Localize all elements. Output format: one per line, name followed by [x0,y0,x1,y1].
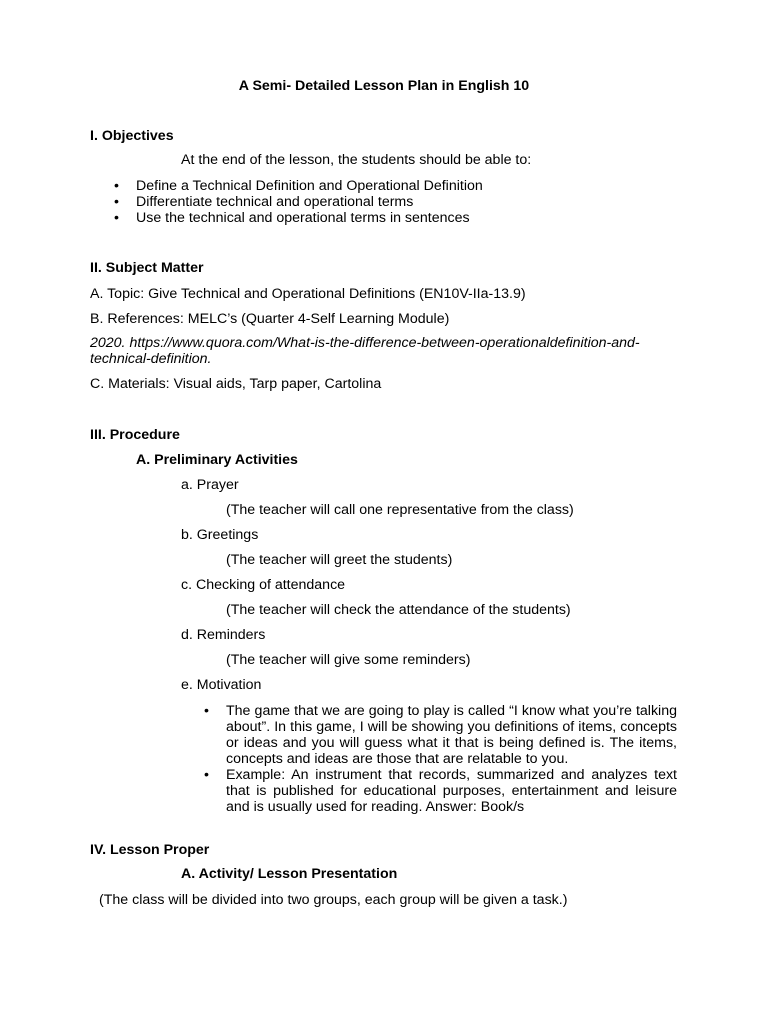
lesson-proper-heading: IV. Lesson Proper [90,842,210,858]
list-item [114,194,483,210]
activity-note: (The class will be divided into two groups, each group will be given a task.) [99,892,568,908]
motivation-list [204,703,677,815]
bullet-icon: • [204,703,209,719]
greetings-label: b. Greetings [181,527,259,543]
objective-text: Differentiate technical and operational terms [136,194,414,210]
attendance-note: (The teacher will check the attendance of the students) [226,602,571,618]
bullet-icon: • [114,210,119,226]
prayer-note: (The teacher will call one representative from the class) [226,502,574,518]
motivation-text: The game that we are going to play is called “I know what you’re talking about”. In this game, I will be showing you definitions of items, concepts or ideas and you will guess what it that is being defined is. The items, concepts and ideas are those that are relatable to you. [226,703,677,767]
bullet-icon: • [114,178,119,194]
attendance-label: c. Checking of attendance [181,577,346,593]
references-line: B. References: MELC’s (Quarter 4-Self Learning Module) [90,311,450,327]
objectives-intro: At the end of the lesson, the students should be able to: [181,152,532,168]
greetings-note: (The teacher will greet the students) [226,552,453,568]
subject-matter-heading: II. Subject Matter [90,260,204,276]
bullet-icon: • [204,767,209,783]
document-title: A Semi- Detailed Lesson Plan in English 10 [238,78,530,94]
topic-line: A. Topic: Give Technical and Operational Definitions (EN10V-IIa-13.9) [90,286,526,302]
list-item [114,178,483,194]
motivation-label: e. Motivation [181,677,262,693]
objective-text: Use the technical and operational terms in sentences [136,210,470,226]
list-item [114,210,483,226]
reminders-label: d. Reminders [181,627,266,643]
objective-text: Define a Technical Definition and Operational Definition [136,178,483,194]
list-item [204,767,677,815]
reminders-note: (The teacher will give some reminders) [226,652,471,668]
preliminary-activities-heading: A. Preliminary Activities [136,452,298,468]
objectives-heading: I. Objectives [90,128,174,144]
objectives-list [114,178,483,226]
reference-url-line1: 2020. https://www.quora.com/What-is-the-difference-between-operationaldefinition-and- [90,335,640,351]
motivation-text: Example: An instrument that records, summarized and analyzes text that is published for educational purposes, entertainment and leisure and is usually used for reading. Answer: Book/s [226,767,677,815]
activity-heading: A. Activity/ Lesson Presentation [181,866,398,882]
reference-url-line2: technical-definition. [90,351,212,367]
prayer-label: a. Prayer [181,477,239,493]
list-item [204,703,677,767]
bullet-icon: • [114,194,119,210]
materials-line: C. Materials: Visual aids, Tarp paper, Cartolina [90,376,382,392]
procedure-heading: III. Procedure [90,427,180,443]
